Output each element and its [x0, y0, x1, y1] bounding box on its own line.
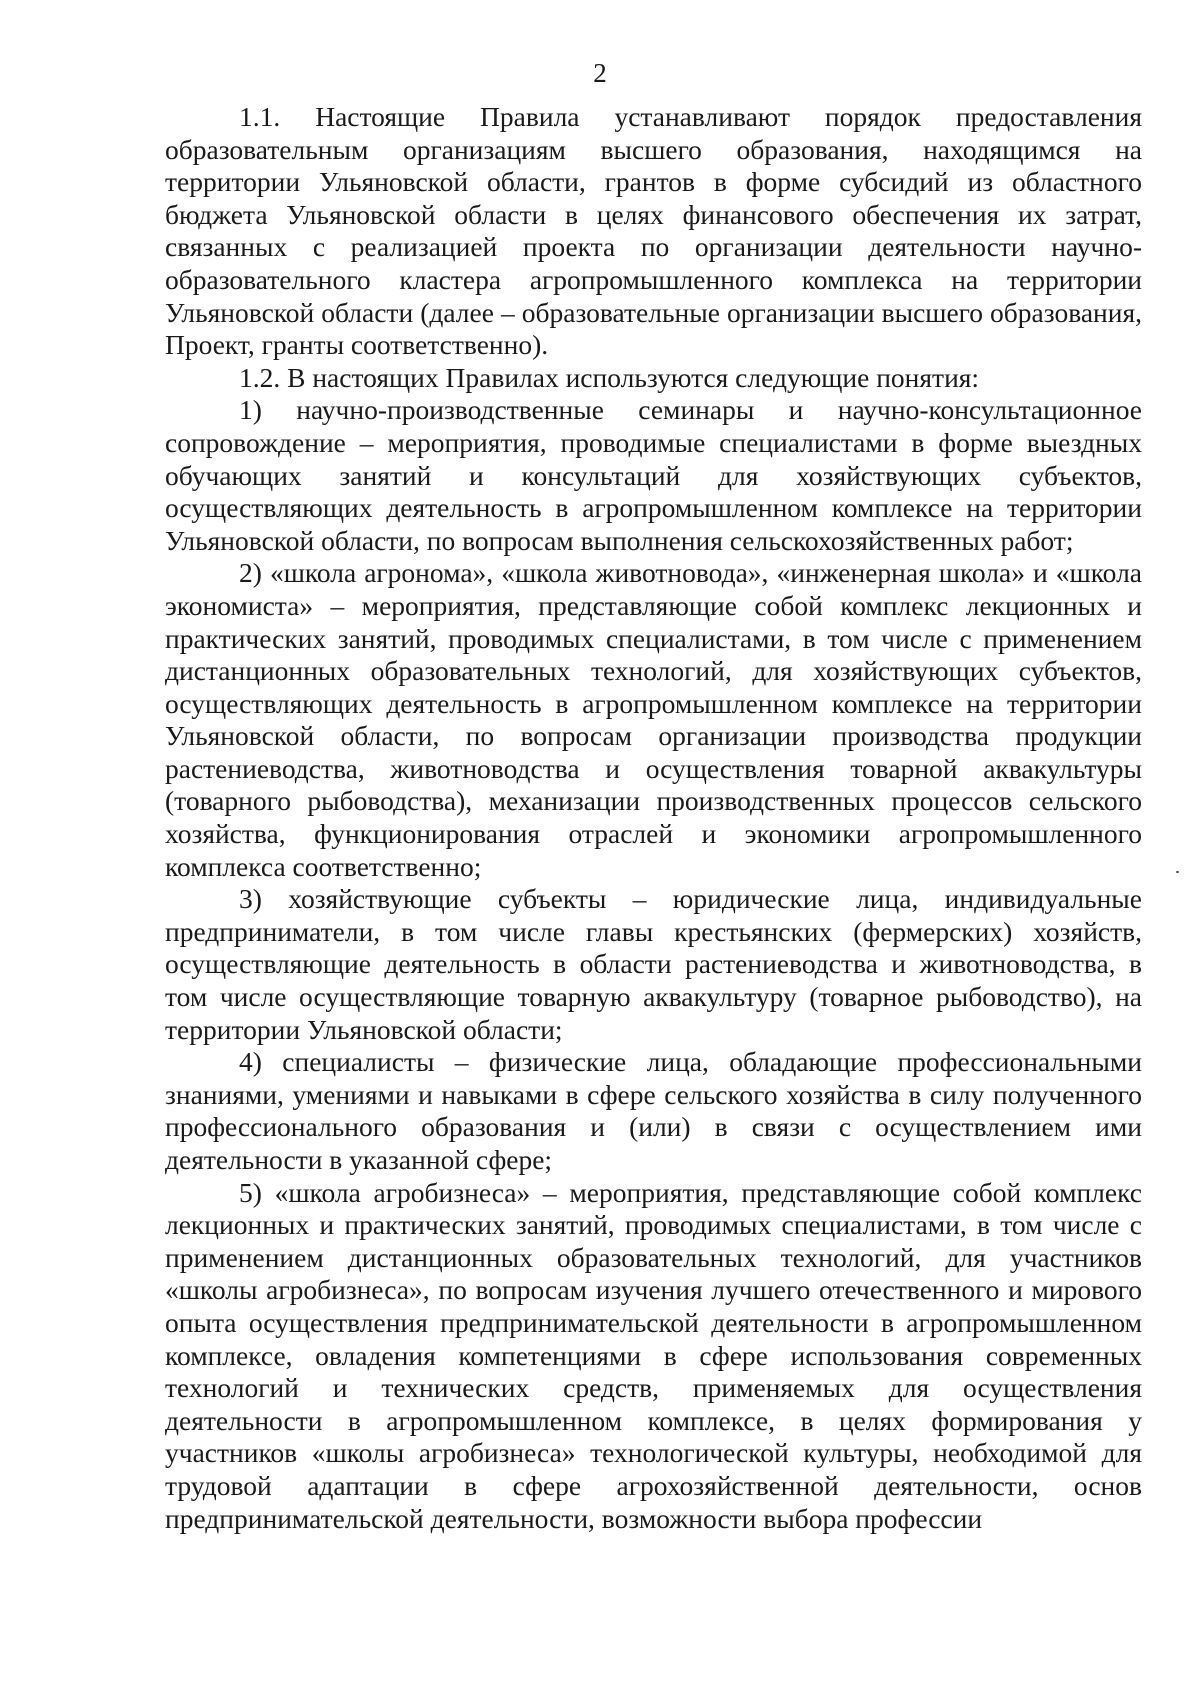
definition-item-3: 3) хозяйствующие субъекты – юридические лица, индивидуальные предприниматели, в том числе главы крестьянских (фермерских) хозяйств, осуществляющие деятельность в области растениеводства и животноводства, в том числе осуществляющие товарную аквакультуру (товарное рыбоводство), на территории Ульяновской области; — [165, 883, 1142, 1045]
definition-item-4: 4) специалисты – физические лица, обладающие профессиональными знаниями, умениями и навыками в сфере сельского хозяйства в силу полученного профессионального образования и (или) в связи с осуществлением ими деятельности в указанной сфере; — [165, 1046, 1142, 1175]
definition-item-5: 5) «школа агробизнеса» – мероприятия, представляющие собой комплекс лекционных и практических занятий, проводимых специалистами, в том числе с применением дистанционных образовательных технологий, для участников «школы агробизнеса», по вопросам изучения лучшего отечественного и мирового опыта осуществления предпринимательской деятельности в агропромышленном комплексе, овладения компетенциями в сфере использования современных технологий и технических средств, применяемых для осуществления деятельности в агропромышленном комплексе, в целях формирования у участников «школы агробизнеса» технологической культуры, необходимой для трудовой адаптации в сфере агрохозяйственной деятельности, основ предпринимательской деятельности, возможности выбора профессии — [165, 1176, 1142, 1534]
document-body — [165, 101, 1142, 1535]
paragraph-1-2: 1.2. В настоящих Правилах используются следующие понятия: — [239, 361, 980, 393]
paragraph-1-1: 1.1. Настоящие Правила устанавливают порядок предоставления образовательным организациям высшего образования, находящимся на территории Ульяновской области, грантов в форме субсидий из областного бюджета Ульяновской области в целях финансового обеспечения их затрат, связанных с реализацией проекта по организации деятельности научно-образовательного кластера агропромышленного комплекса на территории Ульяновской области (далее – образовательные организации высшего образования, Проект, гранты соответственно). — [165, 101, 1142, 361]
page-number: 2 — [593, 58, 607, 88]
definition-item-2: 2) «школа агронома», «школа животновода», «инженерная школа» и «школа экономиста» – мероприятия, представляющие собой комплекс лекционных и практических занятий, проводимых специалистами, в том числе с применением дистанционных образовательных технологий, для хозяйствующих субъектов, осуществляющих деятельность в агропромышленном комплексе на территории Ульяновской области, по вопросам организации производства продукции растениеводства, животноводства и осуществления товарной аквакультуры (товарного рыбоводства), механизации производственных процессов сельского хозяйства, функционирования отраслей и экономики агропромышленного комплекса соответственно; — [165, 557, 1142, 882]
scan-speck — [1176, 871, 1179, 873]
definition-item-1: 1) научно-производственные семинары и научно-консультационное сопровождение – мероприятия, проводимые специалистами в форме выездных обучающих занятий и консультаций для хозяйствующих субъектов, осуществляющих деятельность в агропромышленном комплексе на территории Ульяновской области, по вопросам выполнения сельскохозяйственных работ; — [165, 394, 1142, 556]
